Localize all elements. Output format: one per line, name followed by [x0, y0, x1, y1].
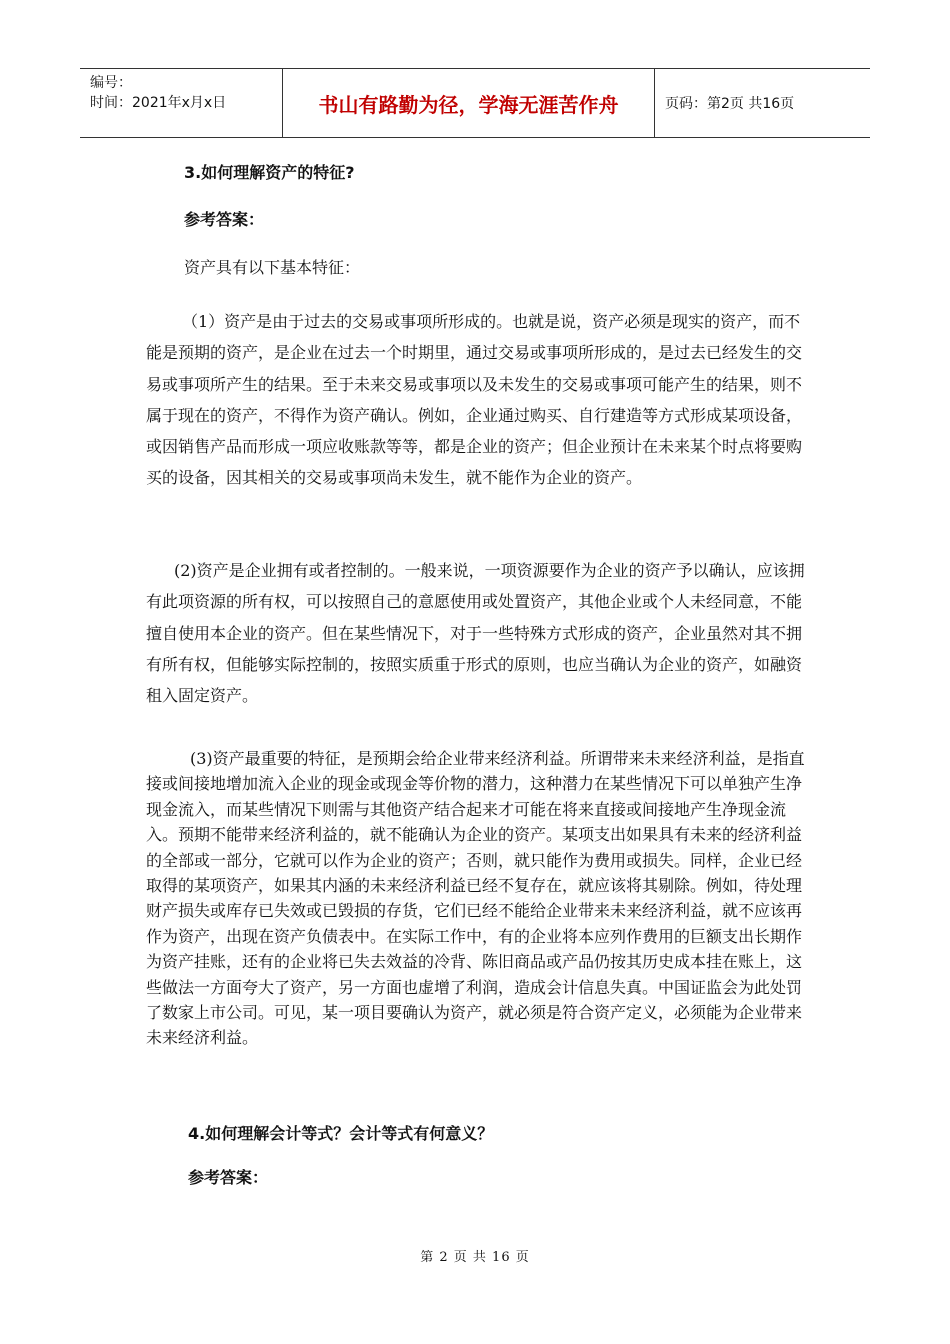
page-footer: 第 2 页 共 16 页: [420, 1250, 530, 1265]
answer-paragraph-2: (2)资产是企业拥有或者控制的。一般来说，一项资源要作为企业的资产予以确认，应该拥有此项资源的所有权，可以按照自己的意愿使用或处置资产，其他企业或个人未经同意，不能擅自使用本企业的资产。但在某些情况下，对于一些特殊方式形成的资产，企业虽然对其不拥有所有权，但能够实际控制的，按照实质重于形式的原则，也应当确认为企业的资产，如融资租入固定资产。: [146, 561, 805, 706]
number-label: 编号：: [90, 75, 132, 91]
answer-label-3: 参考答案：: [184, 210, 265, 229]
header-motto: 书山有路勤为径，学海无涯苦作舟: [283, 69, 655, 137]
page-header-table: [80, 68, 870, 138]
question-3-heading: 3.如何理解资产的特征?: [184, 163, 355, 182]
header-page-info: 页码：第2页 共16页: [665, 96, 795, 112]
answer-paragraph-1: （1）资产是由于过去的交易或事项所形成的。也就是说，资产必须是现实的资产，而不能是预期的资产，是企业在过去一个时期里，通过交易或事项所形成的，是过去已经发生的交易或事项所产生的结果。至于未来交易或事项以及未发生的交易或事项可能产生的结果，则不属于现在的资产，不得作为资产确认。例如，企业通过购买、自行建造等方式形成某项设备，或因销售产品而形成一项应收账款等等，都是企业的资产；但企业预计在未来某个时点将要购买的设备，因其相关的交易或事项尚未发生，就不能作为企业的资产。: [146, 312, 803, 488]
header-meta-cell: [80, 69, 283, 137]
answer-intro: 资产具有以下基本特征：: [184, 258, 361, 277]
answer-paragraph-3: (3)资产最重要的特征，是预期会给企业带来经济利益。所谓带来未来经济利益，是指直接或间接地增加流入企业的现金或现金等价物的潜力，这种潜力在某些情况下可以单独产生净现金流入，而某些情况下则需与其他资产结合起来才可能在将来直接或间接地产生净现金流入。预期不能带来经济利益的，就不能确认为企业的资产。某项支出如果具有未来的经济利益的全部或一部分，它就可以作为企业的资产；否则，就只能作为费用或损失。同样，企业已经取得的某项资产，如果其内涵的未来经济利益已经不复存在，就应该将其剔除。例如，待处理财产损失或库存已失效或已毁损的存货，它们已经不能给企业带来未来经济利益，就不应该再作为资产，出现在资产负债表中。在实际工作中，有的企业将本应列作费用的巨额支出长期作为资产挂账，还有的企业将已失去效益的冷背、陈旧商品或产品仍按其历史成本挂在账上，这些做法一方面夸大了资产，另一方面也虚增了利润，造成会计信息失真。中国证监会为此处罚了数家上市公司。可见，某一项目要确认为资产，就必须是符合资产定义，必须能为企业带来未来经济利益。: [146, 749, 805, 1048]
answer-label-4: 参考答案：: [188, 1168, 269, 1187]
question-4-heading: 4.如何理解会计等式？会计等式有何意义？: [188, 1124, 494, 1143]
time-label: 时间：2021年x月x日: [90, 95, 227, 111]
